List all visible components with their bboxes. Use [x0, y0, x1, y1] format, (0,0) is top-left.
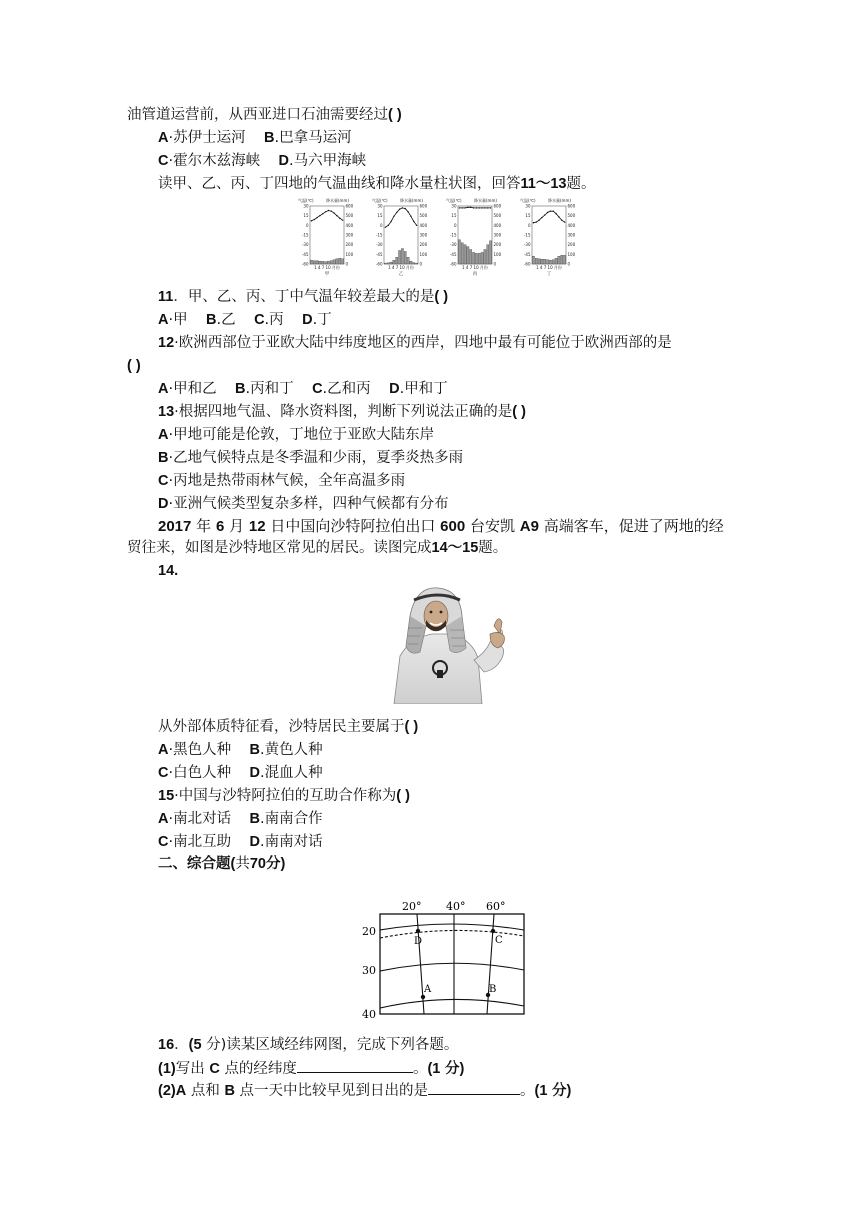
precip-tick-label: 300 [419, 232, 428, 238]
temp-tick-label: 15 [303, 213, 309, 219]
month-axis-label: 1 4 7 10 月份 [536, 265, 562, 270]
temp-tick-label: -60 [375, 261, 383, 267]
temp-tick-label: 15 [377, 213, 383, 219]
panel-name: 丁 [546, 272, 552, 277]
q10-options-ab: A·苏伊士运河 B.巴拿马运河 [158, 130, 352, 146]
precip-tick-label: 500 [493, 213, 502, 219]
precip-tick-label: 600 [345, 203, 354, 209]
temp-point [561, 219, 562, 220]
precip-bar [310, 260, 312, 264]
precip-bar [396, 257, 398, 264]
q12-stem: 12·欧洲西部位于亚欧大陆中纬度地区的西岸，四地中最有可能位于欧洲西部的是 [158, 335, 672, 351]
precip-bar [401, 249, 403, 264]
q13-stem: 13·根据四地气温、降水资料图，判断下列说法正确的是( ) [158, 404, 526, 420]
precip-tick-label: 300 [345, 232, 354, 238]
temp-point [314, 219, 315, 220]
precip-bar [470, 250, 472, 265]
temp-point [402, 207, 403, 208]
precip-bar [487, 245, 489, 264]
temp-axis-label: 气温(℃) [446, 198, 462, 203]
temp-line [311, 211, 342, 221]
temp-point [467, 207, 468, 208]
temp-tick-label: 0 [379, 222, 383, 228]
q15-options-cd: C·南北互助 D.南南对话 [158, 834, 323, 850]
temp-point [319, 215, 320, 216]
precip-bar [532, 256, 534, 264]
temp-tick-label: 0 [527, 222, 531, 228]
precip-axis-label: 降水量(mm) [400, 198, 423, 203]
q16-sub2-answer-blank[interactable] [428, 1080, 520, 1095]
temp-point [410, 216, 411, 217]
temp-tick-label: -30 [301, 242, 309, 248]
point-a-label: A [424, 984, 432, 995]
q16-stem: 16．(5 分)读某区域经纬网图，完成下列各题。 [158, 1037, 459, 1053]
precip-tick-label: 100 [345, 251, 354, 257]
temp-tick-label: -45 [301, 251, 309, 257]
temp-tick-label: -45 [523, 251, 531, 257]
temp-tick-label: -60 [449, 261, 457, 267]
precip-bar [489, 241, 491, 264]
point-d-label: D [414, 936, 423, 947]
q11-stem: 11．甲、乙、丙、丁中气温年较差最大的是( ) [158, 289, 449, 305]
temp-point [558, 216, 559, 217]
temp-point [533, 222, 534, 223]
precip-bar [484, 250, 486, 265]
temp-point [336, 215, 337, 216]
temp-tick-label: 15 [525, 213, 531, 219]
temp-point [564, 221, 565, 222]
precip-bar [410, 261, 412, 264]
lat-label-20: 20 [362, 925, 376, 938]
temp-tick-label: 30 [451, 203, 457, 209]
precip-bar [404, 251, 406, 264]
temp-point [481, 207, 482, 208]
month-axis-label: 1 4 7 10 月份 [314, 265, 340, 270]
temp-point [553, 210, 554, 211]
panel-name: 丙 [472, 272, 478, 277]
temp-tick-label: 0 [305, 222, 309, 228]
precip-bar [319, 261, 321, 264]
temp-tick-label: 30 [377, 203, 383, 209]
temp-point [331, 210, 332, 211]
precip-bar [339, 258, 341, 264]
q14-number: 14. [158, 563, 179, 579]
panel-name: 乙 [398, 272, 404, 277]
precip-bar [398, 250, 400, 264]
section2-heading: 二、综合题(共70分) [158, 856, 286, 872]
lon-label-60: 60° [486, 900, 506, 913]
temp-point [476, 207, 477, 208]
q10-stem: 油管道运营前，从西亚进口石油需要经过( ) [127, 107, 402, 123]
temp-tick-label: 30 [303, 203, 309, 209]
lat-label-30: 30 [362, 964, 376, 977]
precip-bar [316, 261, 318, 264]
passage-14-15-line1: 2017 年 6 月 12 日中国向沙特阿拉伯出口 600 台安凯 A9 高端客车，促进了两地的经 [158, 517, 724, 535]
temp-tick-label: 30 [525, 203, 531, 209]
q16-sub1-answer-blank[interactable] [297, 1058, 413, 1073]
temp-tick-label: -30 [375, 242, 383, 248]
temp-tick-label: -15 [301, 232, 309, 238]
temp-point [385, 227, 386, 228]
precip-bar [393, 260, 395, 264]
precip-tick-label: 500 [345, 213, 354, 219]
q10-options-cd: C·霍尔木兹海峡 D.马六甲海峡 [158, 153, 367, 169]
precip-bar [541, 259, 543, 264]
temp-point [325, 211, 326, 212]
precip-bar [472, 252, 474, 264]
precip-bar [407, 257, 409, 264]
precip-bar [341, 259, 343, 264]
precip-bar [475, 253, 477, 264]
saudi-resident-photo [386, 586, 508, 704]
temp-tick-label: -15 [375, 232, 383, 238]
precip-axis-label: 降水量(mm) [474, 198, 497, 203]
chart-frame [384, 206, 418, 264]
temp-point [407, 211, 408, 212]
precip-bar [327, 261, 329, 264]
temp-point [459, 207, 460, 208]
precip-tick-label: 0 [567, 261, 571, 267]
temp-point [316, 217, 317, 218]
temp-point [333, 212, 334, 213]
month-axis-label: 1 4 7 10 月份 [462, 265, 488, 270]
temp-tick-label: -45 [375, 251, 383, 257]
group-11-13-intro: 读甲、乙、丙、丁四地的气温曲线和降水量柱状图，回答11～13题。 [158, 176, 596, 192]
temp-tick-label: -15 [449, 232, 457, 238]
precip-bar [555, 258, 557, 264]
q15-stem: 15·中国与沙特阿拉伯的互助合作称为( ) [158, 788, 410, 804]
temp-point [399, 209, 400, 210]
precip-tick-label: 400 [345, 222, 354, 228]
temp-tick-label: -60 [523, 261, 531, 267]
precip-tick-label: 400 [493, 222, 502, 228]
temp-point [479, 207, 480, 208]
temp-line [533, 211, 564, 223]
q12-paren: ( ) [127, 358, 141, 374]
precip-bar [324, 262, 326, 264]
temp-point [490, 207, 491, 208]
precip-bar [458, 240, 460, 264]
precip-bar [322, 261, 324, 264]
q13-option-a: A·甲地可能是伦敦，丁地位于亚欧大陆东岸 [158, 427, 435, 443]
precip-bar [384, 263, 386, 264]
temp-point [322, 213, 323, 214]
precip-bar [415, 263, 417, 264]
precip-tick-label: 200 [345, 242, 354, 248]
precip-axis-label: 降水量(mm) [326, 198, 349, 203]
q11-options: A·甲 B.乙 C.丙 D.丁 [158, 312, 332, 328]
lat-label-40: 40 [362, 1008, 376, 1021]
precip-tick-label: 0 [345, 261, 349, 267]
temp-point [396, 212, 397, 213]
precip-bar [544, 259, 546, 264]
precip-tick-label: 200 [567, 242, 576, 248]
q12-options: A·甲和乙 B.丙和丁 C.乙和丙 D.甲和丁 [158, 381, 448, 397]
temp-point [550, 210, 551, 211]
temp-point [393, 216, 394, 217]
temp-line [459, 207, 490, 208]
precip-tick-label: 200 [493, 242, 502, 248]
precip-tick-label: 100 [567, 251, 576, 257]
temp-point [416, 225, 417, 226]
q14-options-cd: C·白色人种 D.混血人种 [158, 765, 323, 781]
temp-point [555, 213, 556, 214]
temp-point [464, 207, 465, 208]
temp-tick-label: -15 [523, 232, 531, 238]
temp-point [388, 225, 389, 226]
temp-point [342, 219, 343, 220]
precip-bar [563, 255, 565, 264]
temp-tick-label: -45 [449, 251, 457, 257]
precip-bar [464, 245, 466, 264]
precip-tick-label: 400 [419, 222, 428, 228]
temp-tick-label: 15 [451, 213, 457, 219]
precip-tick-label: 100 [419, 251, 428, 257]
precip-bar [461, 243, 463, 264]
temp-axis-label: 气温(℃) [372, 198, 388, 203]
temp-point [339, 218, 340, 219]
passage-14-15-line2: 贸往来，如图是沙特地区常见的居民。读图完成14～15题。 [127, 540, 508, 556]
precip-tick-label: 600 [493, 203, 502, 209]
graticule-map [358, 896, 530, 1022]
precip-tick-label: 600 [567, 203, 576, 209]
precip-bar [546, 260, 548, 264]
temp-axis-label: 气温(℃) [520, 198, 536, 203]
precip-bar [535, 258, 537, 264]
point-c-label: C [495, 935, 503, 946]
temp-point [541, 217, 542, 218]
precip-bar [390, 262, 392, 264]
temp-tick-label: -60 [301, 261, 309, 267]
precip-bar [313, 261, 315, 264]
precip-tick-label: 300 [567, 232, 576, 238]
precip-bar [552, 260, 554, 264]
precip-tick-label: 600 [419, 203, 428, 209]
precip-tick-label: 0 [419, 261, 423, 267]
q15-options-ab: A·南北对话 B.南南合作 [158, 811, 323, 827]
temp-tick-label: 0 [453, 222, 457, 228]
climate-charts-figure [296, 196, 590, 280]
precip-tick-label: 0 [493, 261, 497, 267]
lon-label-40: 40° [446, 900, 466, 913]
precip-tick-label: 200 [419, 242, 428, 248]
temp-point [413, 221, 414, 222]
precip-bar [561, 255, 563, 264]
q16-sub1: (1)写出 C 点的经纬度 。(1 分) [158, 1058, 464, 1079]
precip-axis-label: 降水量(mm) [548, 198, 571, 203]
temp-point [462, 207, 463, 208]
chart-frame [310, 206, 344, 264]
temp-point [487, 207, 488, 208]
precip-bar [387, 263, 389, 264]
panel-name: 甲 [324, 272, 330, 277]
precip-bar [413, 263, 415, 264]
temp-point [311, 220, 312, 221]
q14-options-ab: A·黑色人种 B.黄色人种 [158, 742, 323, 758]
q16-sub2: (2)A 点和 B 点一天中比较早见到日出的是 。(1 分) [158, 1080, 571, 1101]
precip-tick-label: 400 [567, 222, 576, 228]
temp-point [484, 207, 485, 208]
precip-tick-label: 500 [419, 213, 428, 219]
temp-point [473, 207, 474, 208]
temp-point [390, 221, 391, 222]
temp-point [547, 212, 548, 213]
temp-tick-label: -30 [449, 242, 457, 248]
temp-line [385, 208, 416, 227]
precip-bar [336, 259, 338, 264]
temp-point [544, 214, 545, 215]
precip-bar [538, 259, 540, 264]
q14-stem: 从外部体质特征看，沙特居民主要属于( ) [158, 719, 419, 735]
q13-option-d: D·亚洲气候类型复杂多样，四种气候都有分布 [158, 496, 449, 512]
q13-option-c: C·丙地是热带雨林气候，全年高温多雨 [158, 473, 406, 489]
temp-point [536, 221, 537, 222]
lon-label-20: 20° [402, 900, 422, 913]
precip-tick-label: 100 [493, 251, 502, 257]
temp-axis-label: 气温(℃) [298, 198, 314, 203]
precip-bar [333, 260, 335, 264]
precip-bar [481, 252, 483, 264]
point-b-label: B [489, 984, 497, 995]
month-axis-label: 1 4 7 10 月份 [388, 265, 414, 270]
precip-bar [330, 261, 332, 264]
precip-bar [549, 260, 551, 264]
temp-point [470, 207, 471, 208]
precip-tick-label: 300 [493, 232, 502, 238]
precip-bar [467, 247, 469, 264]
q13-option-b: B·乙地气候特点是冬季温和少雨，夏季炎热多雨 [158, 450, 464, 466]
temp-point [405, 208, 406, 209]
temp-point [538, 219, 539, 220]
precip-tick-label: 500 [567, 213, 576, 219]
temp-tick-label: -30 [523, 242, 531, 248]
precip-bar [558, 256, 560, 264]
temp-point [328, 210, 329, 211]
precip-bar [478, 253, 480, 264]
